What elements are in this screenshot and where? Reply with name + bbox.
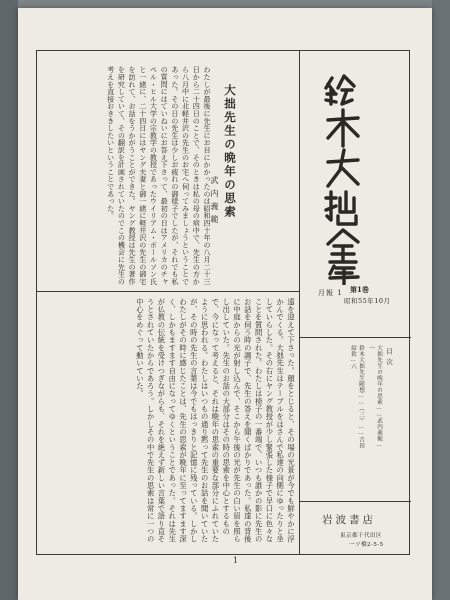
publisher-name: 岩波書店	[322, 514, 376, 526]
article-body-lower: 遠を迎えて下さった。顔をとじると、その場の光景が今でも鮮やかに浮かんでくる。大拙先生はテーブルをはさんで私達の向側にゆったりと坐していらした。その右にヤング教授が少し緊張した様子で早口に色々なことを質問された。わたしは椅子の一番端で、いつも誰かの影に先生のお話を伺う時の調子で、先生の答えを聞くばかりであった。私達の背後に中庭からの光が射し込んで、そこから午後の光が先生の白い眉を照らし出していた。先生のお話の大部分はその時の思索を中心とするもので、今になって考えると、それは晩年の思索の重要な部分にふれていたように思われる。わたしはいつもの通り黙って先生のお話を聞いていたが、その時の先生の言葉は今でもはっきりと記憶に残っている。しかしわたしがその時に感じたことは、先生の思索が晩年に至ってますます深く、しかもますます自由になってゆくということであった。それは先生が仏教の伝統を受けつぎながらも、それを絶えず新しい言葉で語り直そうとされていたからであろう。しかしその中で先生の思索は常に一つの中心をめぐって動いていた。	[135, 298, 296, 543]
article-author: 武内義範	[210, 176, 219, 228]
publisher-address: 東京都千代田区	[340, 533, 382, 539]
page-number: 1	[233, 556, 239, 565]
issue-number: 1	[337, 289, 343, 297]
issue-date: 昭和55年10月	[344, 297, 391, 305]
calligraphy-logo-icon	[318, 70, 368, 285]
column-divider	[299, 51, 300, 554]
book-cover-edge	[432, 0, 450, 600]
contents-heading: 目次	[385, 348, 393, 369]
issue-volume: 第1巻	[350, 285, 369, 294]
article-body-upper: わたしが最後に先生にお目にかかったのは昭和四十年の八月二十三日から二十四日のことで、そのときは私の母の病中で、先生の方から八月中に北軽井沢の先生のお宅へ伺ってみましょうということであった。その日の先生は少しお疲れの御様子でしたが、それでも私の質問にはていねいにお答え下さって、最初の日はアメリカのチャペル・ヒル大学の宗教学の教授であったウイリアム・ポールソン氏と一緒に、二十四日にはヤング夫妻と御一緒に軽井沢の先生の御宅を訪れて、お話をうかがうことができた。ヤング教授は先生の著作を研究していて、その翻訳を計画されていたのでこの機会に先生の考えを直接おききしたいということであった。	[106, 66, 212, 285]
sidebar-divider	[299, 501, 411, 502]
masthead-calligraphy-title	[318, 70, 368, 285]
contents-item: 鈴木大拙先生随想……（三）……吉田紹欽…六	[350, 345, 364, 449]
article-title: 大拙先生の晩年の思索	[223, 84, 237, 219]
issue-label-text: 月報	[318, 289, 334, 297]
section-divider	[37, 291, 299, 292]
issue-label	[318, 288, 343, 298]
publisher-address: 一ツ橋2-5-5	[349, 542, 384, 548]
desk-background	[0, 0, 18, 600]
sidebar-divider	[299, 337, 411, 338]
contents-item: 大拙先生の晩年の思索……武内義範…一	[368, 345, 382, 449]
